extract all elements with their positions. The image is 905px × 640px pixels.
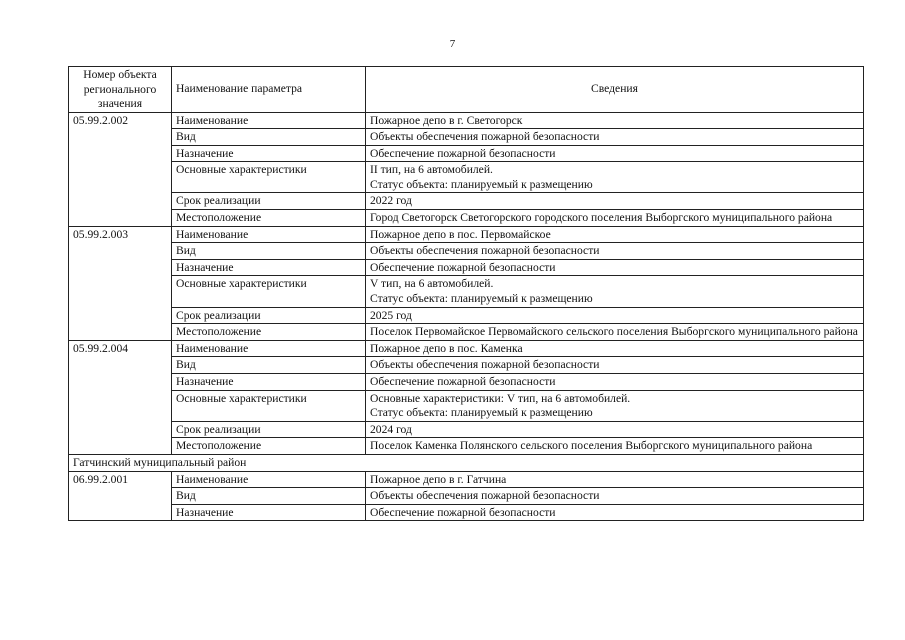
parameter-name-cell: Основные характеристики <box>172 390 366 421</box>
table-body <box>69 112 864 521</box>
value-line: 2024 год <box>370 422 412 436</box>
parameter-value-cell <box>366 193 864 210</box>
parameter-value-cell <box>366 162 864 193</box>
parameter-name-cell: Основные характеристики <box>172 162 366 193</box>
value-line: Объекты обеспечения пожарной безопасности <box>370 358 600 372</box>
parameter-value-cell <box>366 357 864 374</box>
parameter-value-cell <box>366 226 864 243</box>
table-row <box>69 324 864 341</box>
parameter-value-cell <box>366 374 864 391</box>
value-line: Объекты обеспечения пожарной безопасности <box>370 489 600 503</box>
parameter-value-cell <box>366 488 864 505</box>
table-row <box>69 488 864 505</box>
page-number: 7 <box>449 38 456 50</box>
value-line: Объекты обеспечения пожарной безопасности <box>370 244 600 258</box>
parameter-name-cell: Наименование <box>172 112 366 129</box>
value-line: Объекты обеспечения пожарной безопасности <box>370 130 600 144</box>
table-row <box>69 276 864 307</box>
table-row <box>69 504 864 521</box>
parameter-value-cell <box>366 259 864 276</box>
value-line: Статус объекта: планируемый к размещению <box>370 406 593 420</box>
value-line: Обеспечение пожарной безопасности <box>370 260 556 274</box>
parameter-name-cell: Вид <box>172 488 366 505</box>
parameter-name-cell: Наименование <box>172 471 366 488</box>
section-title: Гатчинский муниципальный район <box>69 454 864 471</box>
parameter-value-cell <box>366 421 864 438</box>
value-line: Статус объекта: планируемый к размещению <box>370 292 593 306</box>
parameter-value-cell <box>366 324 864 341</box>
object-number-cell: 05.99.2.002 <box>69 112 172 226</box>
header-information: Сведения <box>366 67 864 113</box>
object-number-cell: 05.99.2.004 <box>69 340 172 454</box>
table-row <box>69 471 864 488</box>
value-line: Поселок Первомайское Первомайского сельского поселения Выборгского муниципального района <box>370 325 858 339</box>
table-row <box>69 357 864 374</box>
parameter-name-cell: Срок реализации <box>172 193 366 210</box>
parameter-name-cell: Назначение <box>172 504 366 521</box>
table-row <box>69 259 864 276</box>
value-line: Поселок Каменка Полянского сельского поселения Выборгского муниципального района <box>370 439 813 453</box>
value-line: Статус объекта: планируемый к размещению <box>370 177 593 191</box>
value-line: Обеспечение пожарной безопасности <box>370 146 556 160</box>
parameter-name-cell: Назначение <box>172 374 366 391</box>
header-object-number: Номер объекта регионального значения <box>69 67 172 113</box>
table-row <box>69 112 864 129</box>
parameter-name-cell: Основные характеристики <box>172 276 366 307</box>
value-line: Обеспечение пожарной безопасности <box>370 375 556 388</box>
parameter-value-cell <box>366 504 864 521</box>
table-row <box>69 162 864 193</box>
header-parameter-name: Наименование параметра <box>172 67 366 113</box>
parameter-value-cell <box>366 340 864 357</box>
table-row <box>69 243 864 260</box>
parameter-value-cell <box>366 145 864 162</box>
parameter-name-cell: Вид <box>172 129 366 146</box>
parameter-value-cell <box>366 471 864 488</box>
table-row <box>69 145 864 162</box>
parameter-name-cell: Вид <box>172 243 366 260</box>
table-row <box>69 193 864 210</box>
parameter-name-cell: Назначение <box>172 145 366 162</box>
table-row <box>69 438 864 455</box>
parameter-name-cell: Наименование <box>172 226 366 243</box>
parameter-value-cell <box>366 276 864 307</box>
parameter-name-cell: Назначение <box>172 259 366 276</box>
value-line: 2022 год <box>370 194 412 208</box>
parameter-value-cell <box>366 210 864 227</box>
regional-objects-table <box>68 66 864 521</box>
parameter-value-cell <box>366 112 864 129</box>
parameter-name-cell: Срок реализации <box>172 421 366 438</box>
table-header-row <box>69 67 864 113</box>
value-line: Пожарное депо в г. Гатчина <box>370 472 507 486</box>
table-row <box>69 210 864 227</box>
parameter-value-cell <box>366 307 864 324</box>
value-line: 2025 год <box>370 308 412 322</box>
table-row <box>69 226 864 243</box>
value-line: Пожарное депо в г. Светогорск <box>370 113 523 127</box>
section-row <box>69 454 864 471</box>
parameter-value-cell <box>366 129 864 146</box>
table-row <box>69 307 864 324</box>
parameter-name-cell: Наименование <box>172 340 366 357</box>
value-line: Пожарное депо в пос. Каменка <box>370 341 523 355</box>
value-line: Обеспечение пожарной безопасности <box>370 505 556 519</box>
value-line: Город Светогорск Светогорского городского поселения Выборгского муниципального района <box>370 211 833 225</box>
value-line: V тип, на 6 автомобилей. <box>370 277 494 291</box>
parameter-value-cell <box>366 243 864 260</box>
object-number-cell: 06.99.2.001 <box>69 471 172 521</box>
table-row <box>69 129 864 146</box>
value-line: Пожарное депо в пос. Первомайское <box>370 227 551 241</box>
table-row <box>69 374 864 391</box>
parameter-name-cell: Местоположение <box>172 324 366 341</box>
parameter-value-cell <box>366 438 864 455</box>
parameter-value-cell <box>366 390 864 421</box>
parameter-name-cell: Срок реализации <box>172 307 366 324</box>
parameter-name-cell: Местоположение <box>172 438 366 455</box>
value-line: Основные характеристики: V тип, на 6 автомобилей. <box>370 391 631 405</box>
object-number-cell: 05.99.2.003 <box>69 226 172 340</box>
table-row <box>69 390 864 421</box>
table-row <box>69 340 864 357</box>
table-row <box>69 421 864 438</box>
value-line: II тип, на 6 автомобилей. <box>370 163 493 177</box>
parameter-name-cell: Вид <box>172 357 366 374</box>
parameter-name-cell: Местоположение <box>172 210 366 227</box>
